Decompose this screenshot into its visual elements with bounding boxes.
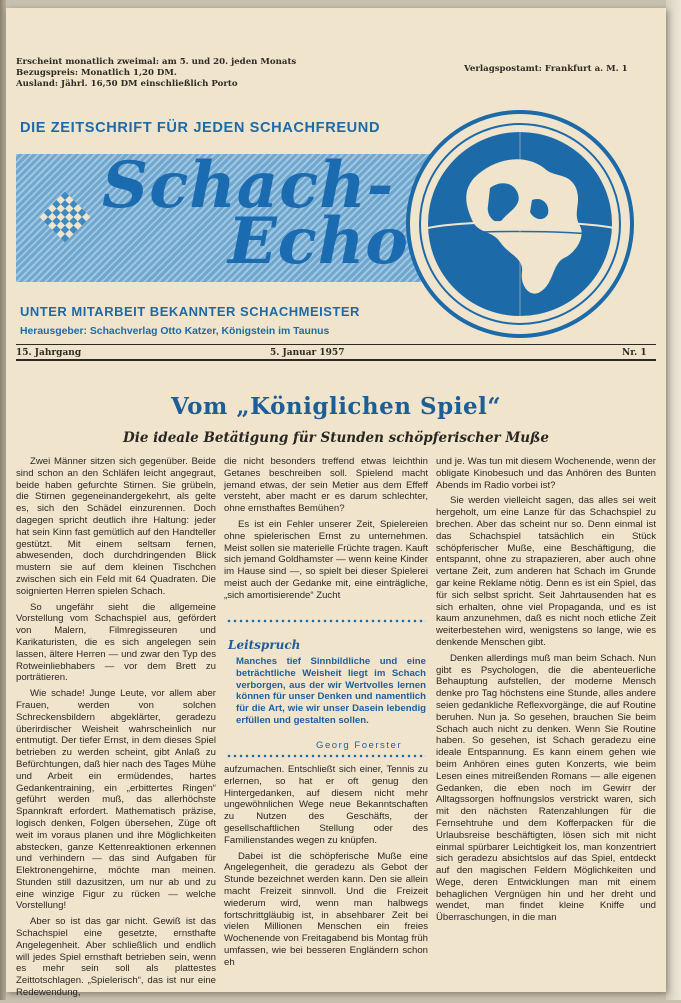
subline: UNTER MITARBEIT BEKANNTER SCHACHMEISTER: [20, 304, 360, 319]
chessboard-emblem-icon: [34, 186, 96, 248]
rule-top: [16, 344, 656, 345]
rule-bottom: [16, 359, 656, 361]
ornament-divider-top: [226, 619, 426, 623]
paragraph: Aber so ist das gar nicht. Gewiß ist das Schachspiel eine gesetzte, ernsthafte Angelegenheit. Aber schließlich und endlich will jedes Spiel ernsthaft betrieben sein, wenn es mehr sein soll als plattestes Zeittotschlagen. „Spielerisch“, das ist nur eine Redewendung,: [16, 916, 216, 999]
tagline: DIE ZEITSCHRIFT FÜR JEDEN SCHACHFREUND: [20, 120, 381, 136]
article-headline: Vom „Königlichen Spiel“: [170, 393, 502, 420]
paragraph: Sie werden vielleicht sagen, das alles sei weit hergeholt, um eine Lanze für das Schachspiel zu brechen. Aber das scheint nur so. Denn einmal ist das Schachspiel tatsächlich ein Stück schöpferischer Muße, eine Beschäftigung, die entspannt, ohne zu strapazieren, aber auch ohne vertane Zeit, zum anderen hat Schach im Grunde gar keine Reklame nötig. Denn es ist ein Spiel, das für sich selbst spricht. Seit Jahrtausenden hat es sich erhalten, ohne viel Propaganda, und es ist kaum anzunehmen, daß es nicht noch etliche Zeit weiterbestehen wird, wenigstens so lange, wie es denkende Menschen gibt.: [436, 495, 656, 648]
article-column-3: [436, 456, 656, 928]
paragraph: Es ist ein Fehler unserer Zeit, Spielereien ohne spielerischen Ernst zu unternehmen. Meist sollen sie materielle Früchte tragen. Kauft sich jemand Goldhamster — wenn keine Kinder im Hause sind —, so spielt bei dieser Spielerei meist auch der Gedanke mit, eine einträgliche, „sich amortisierende“ Zucht: [224, 518, 428, 601]
issue-date: 5. Januar 1957: [270, 348, 345, 358]
newspaper-page: [6, 8, 666, 999]
paragraph: Wie schade! Junge Leute, vor allem aber Frauen, werden von solchen Schreckensbildern abgeklärter, geradezu überirdischer Weisheit wahrscheinlich nur entmutigt. Der tiefer Ernst, in dem dieses Spiel betrieben zu werden scheint, gibt Anlaß zu Befürchtungen, daß hier nach des Tages Mühe und Arbeit ein ermüdendes, hartes Gedankentraining, ein „erbittertes Ringen“ geführt werden muß, das allerhöchste Spannkraft erfordert. Mathematisch präzise, logisch denken, Folgen übersehen, Züge oft weit im voraus planen und ihre Möglichkeiten abstecken, ganze Kettenreaktionen erkennen und verhindern — das sind Aufgaben für Elektronengehirne, möchte man meinen. Stunden still dazusitzen, um nur ab und zu eine winzige Figur zu rücken — welche Vorstellung!: [16, 688, 216, 912]
article-column-2-bottom: [224, 764, 428, 973]
logo-schach: Schach-: [102, 148, 395, 223]
quote-author: Georg Foerster: [316, 740, 403, 751]
box-title: Leitspruch: [228, 638, 301, 652]
article-column-1: [16, 456, 216, 1003]
paragraph: aufzumachen. Entschließt sich einer, Tennis zu erlernen, so hat er oft genug den Hintergedanken, auf diesem nicht mehr ungewöhnlichen Wege neue Bekanntschaften zu Nutzen des Geschäfts, der gesellschaftlichen Stellung oder des Familienstandes wegen zu knüpfen.: [224, 764, 428, 846]
info-line: Erscheint monatlich zweimal: am 5. und 20. jeden Monats: [16, 57, 297, 67]
article-column-2-top: [224, 456, 428, 606]
paragraph: Denken allerdings muß man beim Schach. Nun gibt es Psychologen, die die abenteuerliche Behauptung aufstellen, der moderne Mensch denke pro Tag höchstens eine Stunde, alles andere seien gedankliche Reflexvorgänge, die auf Routine beruhen. Nun ja. So gesehen, brauchen Sie beim Schach auch nicht zu denken. Wenn Sie Routine haben. So gesehen, ist Schach geradezu eine ideale Entspannung. Es kann einem gehen wie beim Anhören eines guten Konzerts, wie beim Lesen eines mitreißenden Romans — alle eigenen Gedanken, die eben noch im Gewirr der Alltagssorgen hoffnungslos verstrickt waren, sich mit den nächsten Ratenzahlungen für die Fernsehtruhe und dem Kofferpacken für die Urlaubsreise beschäftigten, lösen sich mit nicht einmal spürbarer Leichtigkeit los, man konzentriert sich geradezu absichtslos auf das Spiel, entdeckt auf den magischen Feldern Möglichkeiten und Wege, deren Entwicklungen man mit einem behaglichen Vergnügen hin und her dreht und wendet, man findet kleine Kniffe und Überraschungen, in die man: [436, 652, 656, 924]
paragraph: So ungefähr sieht die allgemeine Vorstellung vom Schachspiel aus, gefördert von Malern, Filmregisseuren und Karikaturisten, die es sich angelegen sein lassen, ältere Herren — und zwar den Typ des Rotweinliebhabers — vor dem Brett zu porträtieren.: [16, 601, 216, 684]
volume: 15. Jahrgang: [16, 348, 82, 358]
postal-info: Verlagspostamt: Frankfurt a. M. 1: [464, 64, 628, 74]
issue-number: Nr. 1: [622, 348, 647, 358]
globe-emblem-icon: [404, 108, 636, 340]
article-subheadline: Die ideale Betätigung für Stunden schöpferischer Muße: [123, 430, 549, 446]
paragraph: die nicht besonders treffend etwas leichthin Getanes beschreiben soll. Spielend macht jemand etwas, der sein Metier aus dem Effeff versteht, aber macht er es darum schlechter, ohne ernsthaftes Bemühen?: [224, 456, 428, 515]
paragraph: Zwei Männer sitzen sich gegenüber. Beide sind schon an den Schläfen leicht angegraut, beide haben gefurchte Stirnen. Sie grübeln, die Stirnen gegeneinandergekehrt, als gelte es, sich den Schädel einzurennen. Doch dagegen spricht deutlich ihre Haltung: jeder hat sein Kinn fast gemütlich auf den Handteller gestützt. Mit einem seltsam fernen, abwesenden, doch durchdringenden Blick mustern sie auf dem kleinen Tischchen zwischen sich ein Feld mit 64 Quadraten. Die soignierten Herren spielen Schach.: [16, 456, 216, 597]
paragraph: Dabei ist die schöpferische Muße eine Angelegenheit, die geradezu als Gebot der Stunde bezeichnet werden kann. Den sie allein macht Freizeit sinnvoll. Und die Freizeit wiederum wird, wenn man halbwegs fortschrittgläubig ist, in absehbarer Zeit bei vielen Millionen Menschen ein freies Wochenende von Freitagabend bis Montag früh umfassen, wie bei besseren Engländern schon eh: [224, 850, 428, 968]
logo-echo: Echo: [228, 204, 409, 279]
page-edge: [666, 0, 681, 1000]
publisher-line: Herausgeber: Schachverlag Otto Katzer, Königstein im Taunus: [20, 326, 330, 337]
ornament-divider-bottom: [226, 754, 426, 758]
leitspruch-quote: Manches tief Sinnbildliche und eine beträchtliche Weisheit liegt im Schach verborgen, aus der wir Wertvolles lernen können für unser Denken und namentlich für die Art, wie wir unser Dasein lebendig erfüllen und gestalten sollen.: [236, 656, 426, 726]
publication-info: [16, 57, 296, 90]
paragraph: und je. Was tun mit diesem Wochenende, wenn der obligate Kinobesuch und das Anhören des Bunten Abends im Radio vorbei ist?: [436, 456, 656, 491]
info-line: Bezugspreis: Monatlich 1,20 DM.: [16, 68, 177, 78]
info-line: Ausland: Jährl. 16,50 DM einschließlich Porto: [16, 79, 238, 89]
